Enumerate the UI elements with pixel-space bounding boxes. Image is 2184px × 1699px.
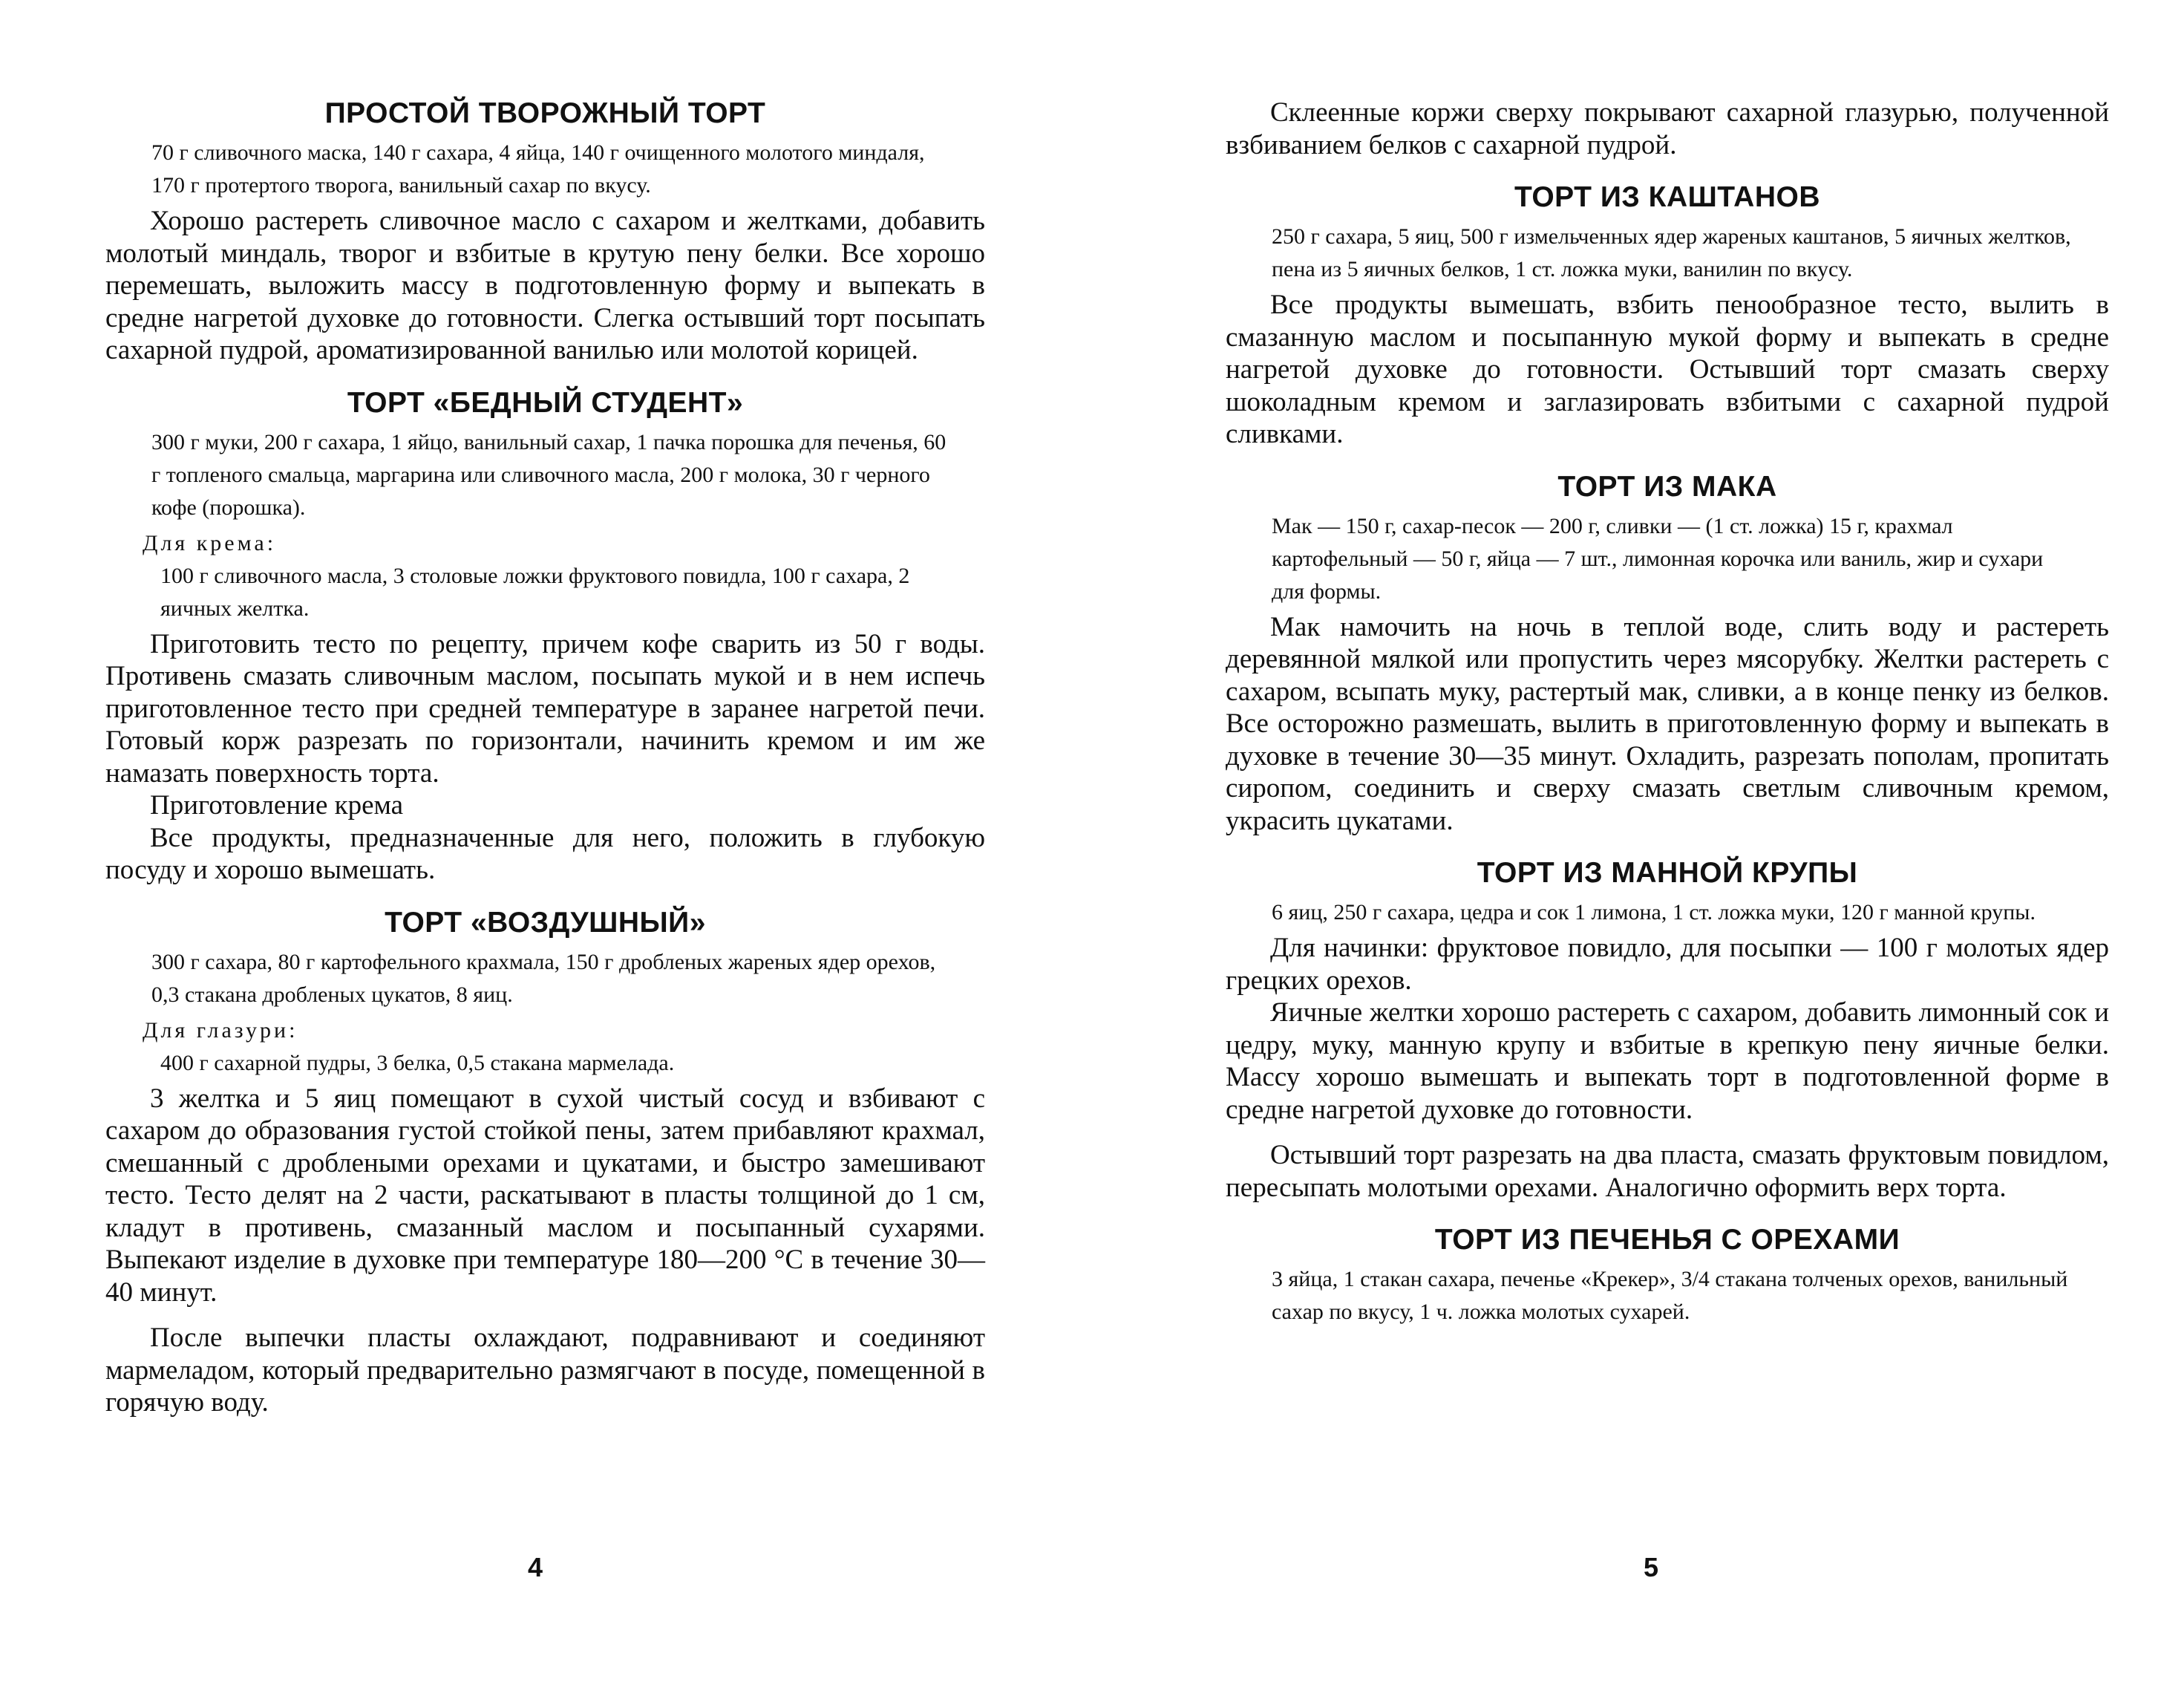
method: Хорошо растереть сливочное масло с сахаром и желтками, добавить молотый миндаль, творог и взбитые в крутую пену белки. Все хорошо перемешать, выложить массу в подготовленную форму и выпекать в средне нагретой духовке до готовности. Слегка остывший торт посыпать сахарной пудрой, ароматизированной ванилью или молотой корицей. <box>105 206 985 365</box>
method-continued: После выпечки пласты охлаждают, подравнивают и соединяют мармеладом, который предварительно размягчают в посуде, помещенной в горячую воду. <box>105 1323 985 1418</box>
recipe-chestnut-cake <box>1226 180 2109 451</box>
method-continued: Остывший торт разрезать на два пласта, смазать фруктовым повидлом, пересыпать молотыми орехами. Аналогично оформить верх торта. <box>1226 1140 2109 1203</box>
glaze-ingredients: 400 г сахарной пудры, 3 белка, 0,5 стакана мармелада. <box>160 1050 675 1075</box>
ingredients: 70 г сливочного маска, 140 г сахара, 4 яйца, 140 г очищенного молотого миндаля, 170 г протертого творога, ванильный сахар по вкусу. <box>151 140 925 198</box>
recipe-title: ПРОСТОЙ ТВОРОЖНЫЙ ТОРТ <box>324 97 766 129</box>
recipe-title: ТОРТ ИЗ ПЕЧЕНЬЯ С ОРЕХАМИ <box>1434 1224 1900 1256</box>
left-column <box>105 97 985 1438</box>
recipe-cookie-nut-cake <box>1226 1223 2109 1328</box>
glaze-label: Для глазури: <box>143 1017 298 1043</box>
recipe-title: ТОРТ «БЕДНЫЙ СТУДЕНТ» <box>347 386 744 419</box>
cream-label: Для крема: <box>143 530 277 555</box>
page-number: 5 <box>1644 1552 1659 1582</box>
recipe-title: ТОРТ «ВОЗДУШНЫЙ» <box>385 906 706 939</box>
ingredients: 6 яиц, 250 г сахара, цедра и сок 1 лимона, 1 ст. ложка муки, 120 г манной крупы. <box>1272 900 2036 924</box>
cream-method: Все продукты, предназначенные для него, положить в глубокую посуду и хорошо вымешать. <box>105 822 985 885</box>
cream-heading: Приготовление крема <box>150 790 404 821</box>
cream-ingredients: 100 г сливочного масла, 3 столовые ложки фруктового повидла, 100 г сахара, 2 яичных желтка. <box>160 563 910 621</box>
intro-continued <box>1226 97 2109 161</box>
ingredients: 3 яйца, 1 стакан сахара, печенье «Крекер», 3/4 стакана толченых орехов, ванильный сахар по вкусу, 1 ч. ложка молотых сухарей. <box>1272 1267 2068 1324</box>
recipe-title: ТОРТ ИЗ МАННОЙ КРУПЫ <box>1477 857 1858 889</box>
method: Мак намочить на ночь в теплой воде, слить воду и растереть деревянной мялкой или пропустить через мясорубку. Желтки растереть с сахаром, всыпать муку, растертый мак, сливки, а в конце пенку из белков. Все осторожно размешать, вылить в приготовленную форму и выпекать в духовке в течение 30—35 минут. Охладить, разрезать пополам, пропитать сиропом, соединить и сверху смазать светлым сливочным кремом, украсить цукатами. <box>1226 611 2109 836</box>
recipe-poor-student-cake <box>105 386 985 887</box>
recipe-title: ТОРТ ИЗ МАКА <box>1557 470 1777 503</box>
ingredients: Мак — 150 г, сахар-песок — 200 г, сливки — (1 ст. ложка) 15 г, крахмал картофельный — 50 г, яйца — 7 шт., лимонная корочка или ваниль, жир и сухари для формы. <box>1272 513 2044 604</box>
recipe-airy-cake <box>105 906 985 1419</box>
ingredients: 300 г сахара, 80 г картофельного крахмала, 150 г дробленых жареных ядер орехов, 0,3 стакана дробленых цукатов, 8 яиц. <box>151 949 936 1007</box>
intro-text: Склеенные коржи сверху покрывают сахарной глазурью, полученной взбиванием белков с сахарной пудрой. <box>1226 97 2109 160</box>
recipe-title: ТОРТ ИЗ КАШТАНОВ <box>1514 181 1820 213</box>
recipe-simple-curd-cake <box>105 97 985 367</box>
method: 3 желтка и 5 яиц помещают в сухой чистый сосуд и взбивают с сахаром до образования густой стойкой пены, затем прибавляют крахмал, смешанный с дроблеными орехами и цукатами, и быстро замешивают тесто. Тесто делят на 2 части, раскатывают в пласты толщиной до 1 см, кладут в противень, смазанный маслом и посыпанный сухарями. Выпекают изделие в духовке при температуре 180—200 °С в течение 30—40 минут. <box>105 1083 985 1308</box>
recipe-poppy-cake <box>1226 470 2109 838</box>
method: Все продукты вымешать, взбить пенообразное тесто, вылить в смазанную маслом и посыпанную мукой форму и выпекать в средне нагретой духовке до готовности. Остывший торт смазать сверху шоколадным кремом и заглазировать взбитыми с сахарной пудрой сливками. <box>1226 290 2109 449</box>
ingredients: 250 г сахара, 5 яиц, 500 г измельченных ядер жареных каштанов, 5 яичных желтков, пена из 5 яичных белков, 1 ст. ложка муки, ванилин по вкусу. <box>1272 224 2071 281</box>
method: Яичные желтки хорошо растереть с сахаром, добавить лимонный сок и цедру, муку, манную крупу и взбитые в крепкую пену яичные белки. Массу хорошо вымешать и выпекать торт в подготовленной форме в средне нагретой духовке до готовности. <box>1226 997 2109 1125</box>
ingredients: 300 г муки, 200 г сахара, 1 яйцо, ванильный сахар, 1 пачка порошка для печенья, 60 г топленого смальца, маргарина или сливочного масла, 200 г молока, 30 г черного кофе (порошка). <box>151 429 946 520</box>
method: Приготовить тесто по рецепту, причем кофе сварить из 50 г воды. Противень смазать сливочным маслом, посыпать мукой и в нем испечь приготовленное тесто при средней температуре в заранее нагретой печи. Готовый корж разрезать по горизонтали, начинить кремом и им же намазать поверхность торта. <box>105 628 985 789</box>
right-page <box>1092 0 2184 1699</box>
filling: Для начинки: фруктовое повидло, для посыпки — 100 г молотых ядер грецких орехов. <box>1226 933 2109 996</box>
right-column <box>1226 97 2109 1348</box>
page-number: 4 <box>528 1552 543 1582</box>
recipe-semolina-cake <box>1226 856 2109 1204</box>
